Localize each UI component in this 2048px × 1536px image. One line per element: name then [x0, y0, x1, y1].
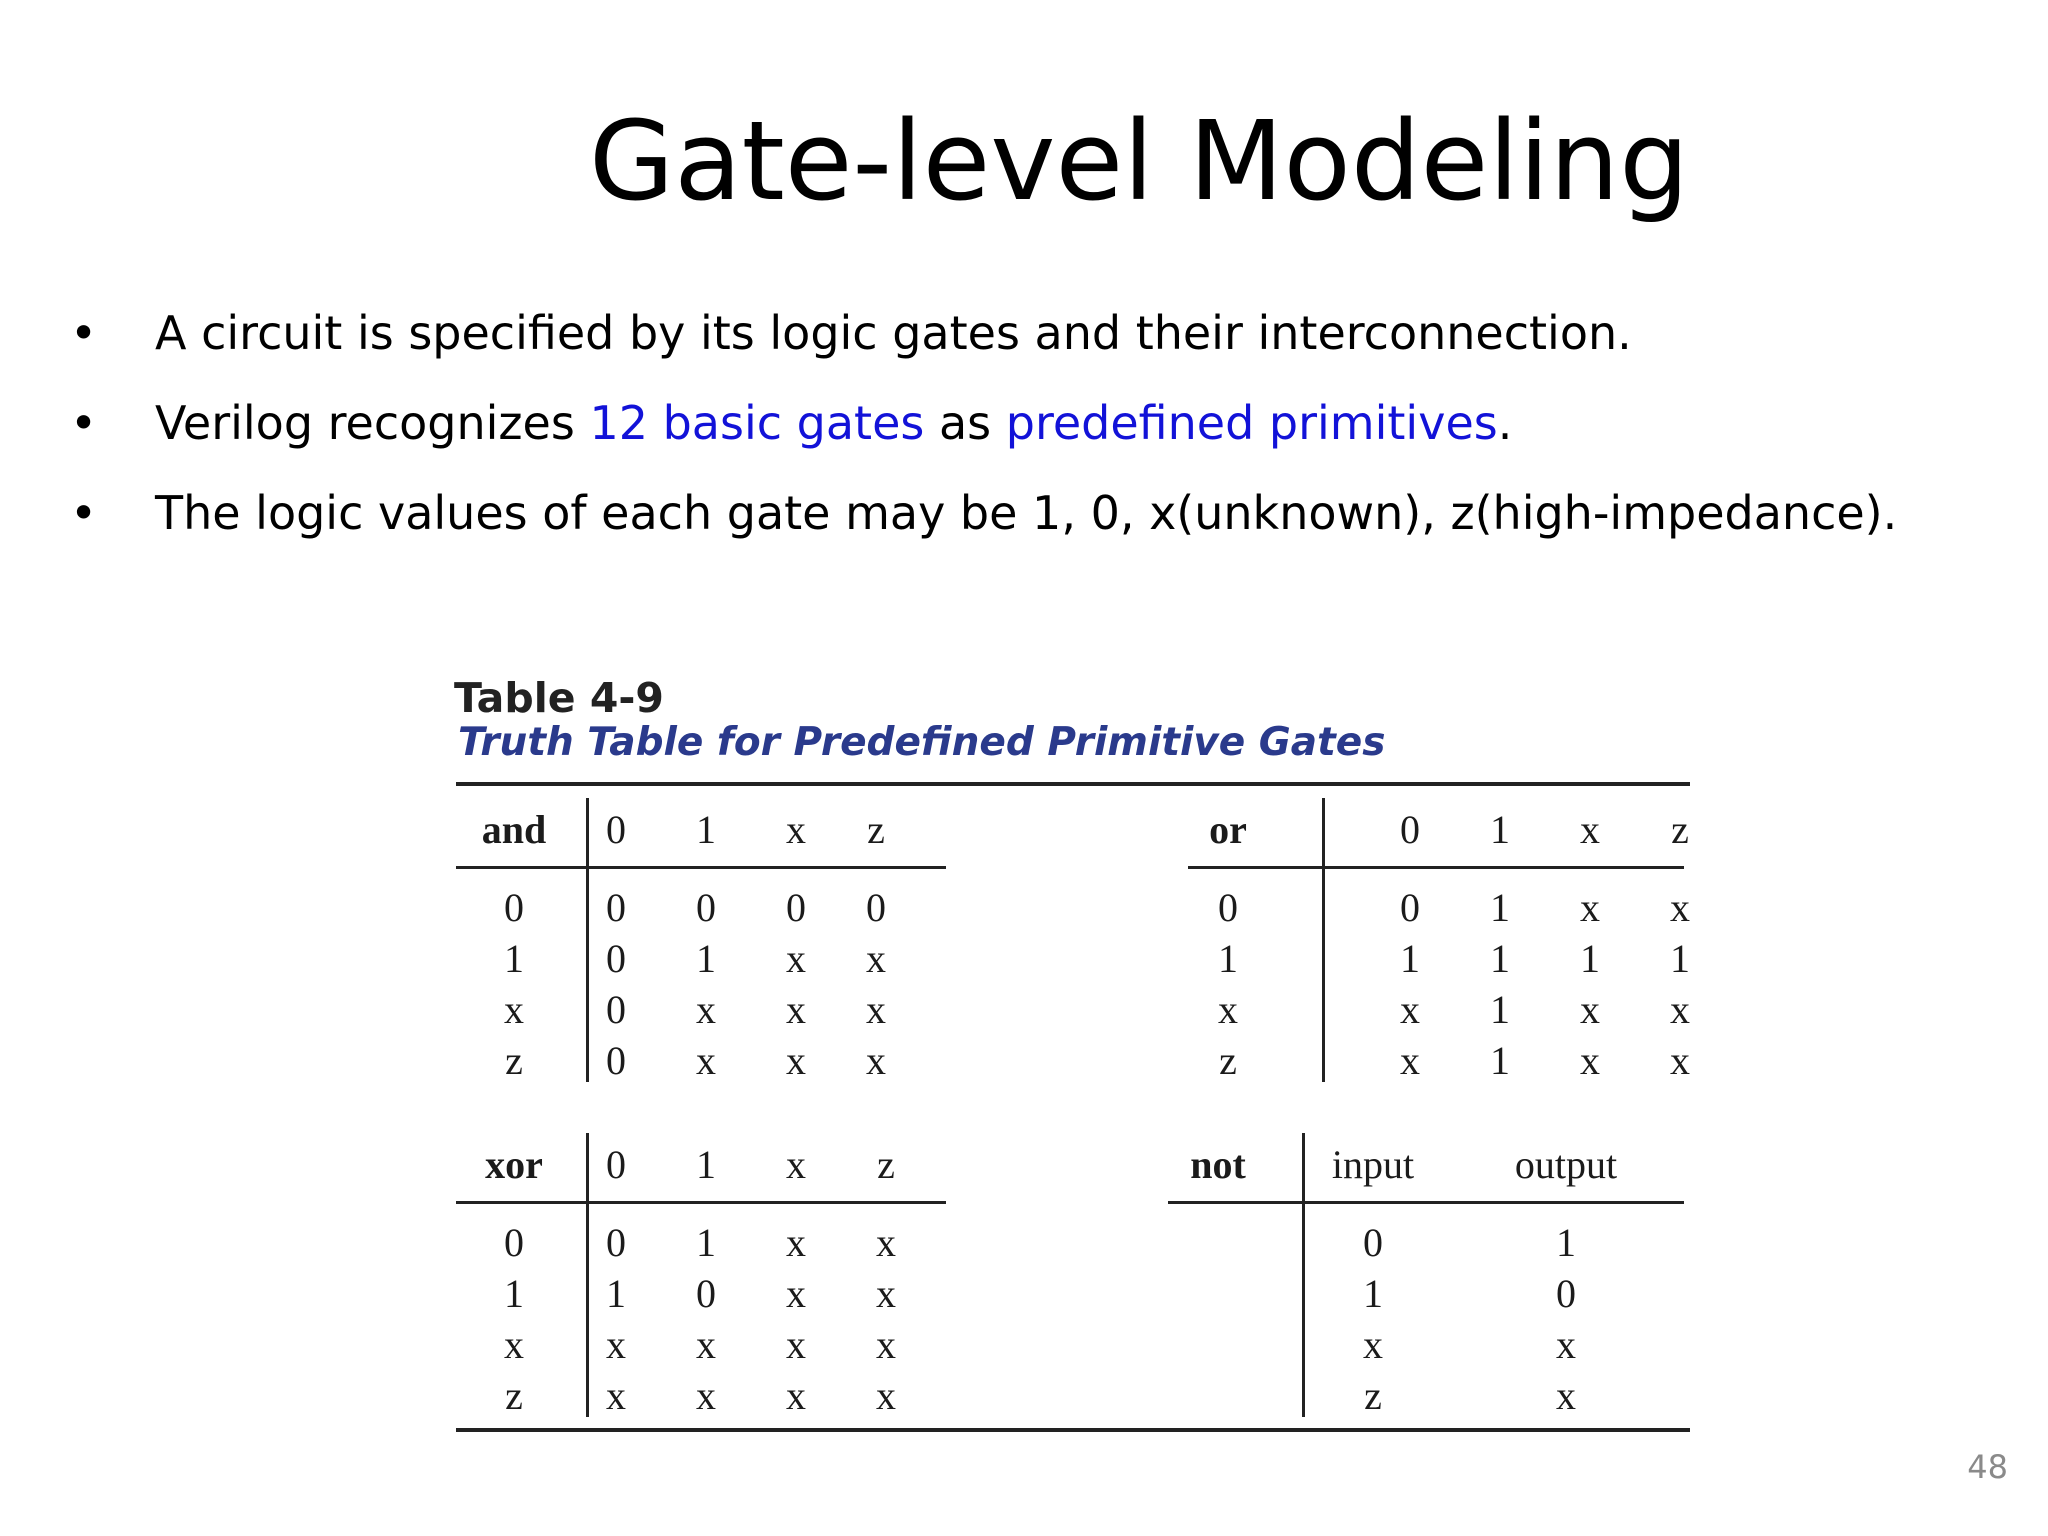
or-gate-label: or [1209, 807, 1247, 852]
not-gate-label: not [1190, 1142, 1246, 1187]
bullet-marker: • [70, 486, 98, 540]
xor-col-header: 1 [696, 1142, 716, 1187]
not-cell: z [1364, 1373, 1382, 1418]
xor-gate-label: xor [485, 1142, 543, 1187]
and-cell: x [786, 987, 806, 1032]
or-col-header: 0 [1400, 807, 1420, 852]
and-gate-label: and [481, 807, 547, 852]
xor-col-header: 0 [606, 1142, 626, 1187]
or-cell: x [1580, 885, 1600, 930]
and-col-header: x [786, 807, 806, 852]
xor-cell: x [876, 1220, 896, 1265]
or-row-label: z [1219, 1038, 1237, 1083]
bullet-marker: • [70, 306, 98, 360]
or-cell: x [1580, 1038, 1600, 1083]
table-top-rule [456, 782, 1690, 786]
and-row-label: z [505, 1038, 523, 1083]
table-number: Table 4-9 [454, 674, 664, 722]
xor-col-header: x [786, 1142, 806, 1187]
not-column-rule [1302, 1133, 1305, 1417]
or-row-label: 1 [1218, 936, 1238, 981]
or-row-label: x [1218, 987, 1238, 1032]
and-cell: 0 [696, 885, 716, 930]
and-cell: x [786, 1038, 806, 1083]
xor-row-label: 1 [504, 1271, 524, 1316]
not-cell: x [1363, 1322, 1383, 1367]
and-row-label: 1 [504, 936, 524, 981]
and-cell: 0 [606, 987, 626, 1032]
bullet-text: A circuit is specified by its logic gates and their interconnection. [155, 306, 1632, 360]
bullet-text: The logic values of each gate may be 1, 0, x(unknown), z(high-impedance). [155, 486, 1898, 540]
xor-cell: x [876, 1271, 896, 1316]
or-cell: 1 [1490, 885, 1510, 930]
and-cell: x [866, 987, 886, 1032]
xor-column-rule [586, 1133, 589, 1417]
and-header-rule [456, 866, 946, 869]
and-column-rule [586, 798, 589, 1082]
table-caption: Truth Table for Predefined Primitive Gates [458, 720, 1386, 765]
or-cell: 0 [1400, 885, 1420, 930]
xor-cell: x [876, 1322, 896, 1367]
xor-cell: 1 [606, 1271, 626, 1316]
bullet-text: . [1497, 396, 1513, 450]
xor-cell: x [606, 1322, 626, 1367]
or-column-rule [1322, 798, 1325, 1082]
bullet-item [70, 305, 1897, 395]
or-cell: 1 [1490, 1038, 1510, 1083]
and-cell: 0 [786, 885, 806, 930]
and-cell: 0 [866, 885, 886, 930]
and-cell: x [696, 1038, 716, 1083]
and-cell: 0 [606, 1038, 626, 1083]
xor-cell: x [696, 1373, 716, 1418]
xor-row-label: z [505, 1373, 523, 1418]
not-header-rule [1168, 1201, 1684, 1204]
bullet-marker: • [70, 396, 98, 450]
or-row-label: 0 [1218, 885, 1238, 930]
not-cell: 0 [1363, 1220, 1383, 1265]
xor-cell: 0 [696, 1271, 716, 1316]
xor-cell: 1 [696, 1220, 716, 1265]
or-cell: x [1670, 987, 1690, 1032]
xor-cell: x [696, 1322, 716, 1367]
xor-header-rule [456, 1201, 946, 1204]
bullet-item [70, 395, 1897, 485]
or-col-header: z [1671, 807, 1689, 852]
bullet-list [70, 305, 1897, 575]
not-cell: x [1556, 1373, 1576, 1418]
xor-cell: x [786, 1220, 806, 1265]
bullet-text: as [924, 396, 1006, 450]
and-cell: x [866, 936, 886, 981]
or-cell: 1 [1580, 936, 1600, 981]
or-cell: 1 [1490, 936, 1510, 981]
bullet-item [70, 485, 1897, 575]
xor-cell: x [786, 1322, 806, 1367]
page-number: 48 [1967, 1448, 2008, 1486]
xor-row-label: 0 [504, 1220, 524, 1265]
not-cell: 1 [1363, 1271, 1383, 1316]
xor-cell: x [876, 1373, 896, 1418]
and-col-header: 1 [696, 807, 716, 852]
xor-cell: x [786, 1373, 806, 1418]
or-cell: 1 [1400, 936, 1420, 981]
xor-cell: x [786, 1271, 806, 1316]
and-col-header: 0 [606, 807, 626, 852]
not-cell: x [1556, 1322, 1576, 1367]
and-cell: x [786, 936, 806, 981]
slide-title: Gate-level Modeling [588, 97, 1690, 225]
or-cell: x [1400, 987, 1420, 1032]
not-col-header: output [1514, 1142, 1618, 1187]
highlight-text: predefined primitives [1005, 396, 1498, 450]
xor-col-header: z [877, 1142, 895, 1187]
and-row-label: 0 [504, 885, 524, 930]
or-col-header: x [1580, 807, 1600, 852]
or-cell: x [1400, 1038, 1420, 1083]
and-cell: x [696, 987, 716, 1032]
or-cell: x [1670, 1038, 1690, 1083]
and-row-label: x [504, 987, 524, 1032]
and-cell: 1 [696, 936, 716, 981]
xor-row-label: x [504, 1322, 524, 1367]
and-col-header: z [867, 807, 885, 852]
highlight-text: 12 basic gates [589, 396, 925, 450]
xor-cell: 0 [606, 1220, 626, 1265]
or-header-rule [1188, 866, 1684, 869]
truth-table-figure [450, 670, 1695, 1450]
or-cell: x [1580, 987, 1600, 1032]
or-cell: 1 [1670, 936, 1690, 981]
bullet-text: Verilog recognizes [155, 396, 590, 450]
or-cell: x [1670, 885, 1690, 930]
not-cell: 0 [1556, 1271, 1576, 1316]
or-col-header: 1 [1490, 807, 1510, 852]
and-cell: x [866, 1038, 886, 1083]
table-bottom-rule [456, 1428, 1690, 1432]
or-cell: 1 [1490, 987, 1510, 1032]
not-cell: 1 [1556, 1220, 1576, 1265]
not-col-header: input [1331, 1142, 1415, 1187]
xor-cell: x [606, 1373, 626, 1418]
and-cell: 0 [606, 936, 626, 981]
and-cell: 0 [606, 885, 626, 930]
